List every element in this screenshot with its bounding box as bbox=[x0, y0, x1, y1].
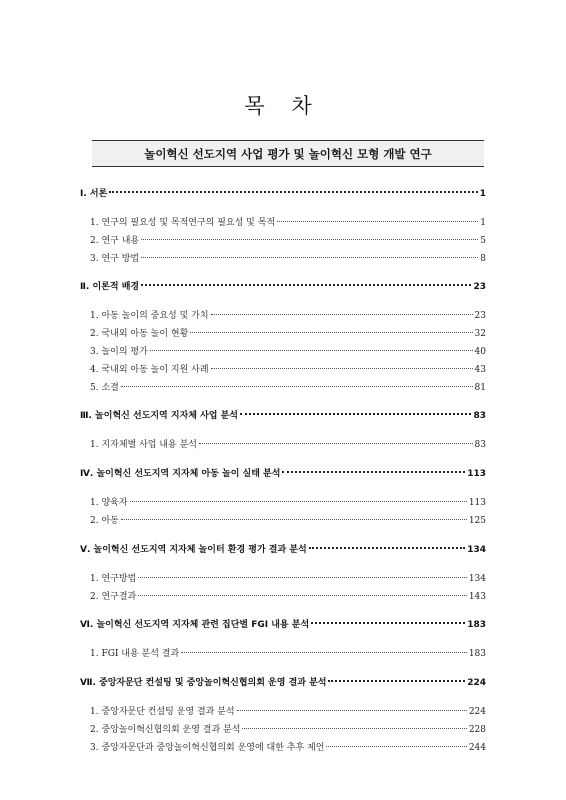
toc-item-page: 83 bbox=[474, 440, 486, 451]
dot-leader bbox=[150, 350, 473, 351]
dot-leader bbox=[242, 728, 466, 729]
toc-item[interactable] bbox=[80, 589, 486, 607]
toc-chapter[interactable] bbox=[80, 408, 486, 424]
toc-item[interactable] bbox=[80, 308, 486, 326]
toc-chapter[interactable] bbox=[80, 186, 486, 202]
toc-chapter-page: 134 bbox=[467, 544, 486, 555]
toc-item-page: 40 bbox=[474, 346, 486, 357]
toc-chapter-title: Ⅳ. 놀이혁신 선도지역 지자체 아동 놀이 실태 분석 bbox=[80, 469, 281, 480]
toc-item[interactable] bbox=[80, 704, 486, 722]
toc-item-page: 1 bbox=[480, 218, 486, 228]
toc-item-page: 244 bbox=[468, 742, 486, 753]
toc-item-page: 8 bbox=[480, 253, 486, 264]
dot-leader bbox=[109, 191, 477, 193]
dot-leader bbox=[121, 519, 467, 520]
dot-leader bbox=[121, 386, 473, 387]
toc-chapter-page: 1 bbox=[479, 189, 486, 199]
toc-item[interactable] bbox=[80, 251, 486, 269]
dot-leader bbox=[190, 332, 472, 333]
toc-chapter-title: Ⅴ. 놀이혁신 선도지역 지자체 놀이터 환경 평가 결과 분석 bbox=[80, 544, 307, 555]
dot-leader bbox=[130, 501, 467, 502]
toc-item-page: 224 bbox=[468, 707, 486, 718]
toc-item-page: 32 bbox=[474, 329, 486, 340]
toc-item[interactable] bbox=[80, 380, 486, 398]
toc-item[interactable] bbox=[80, 571, 486, 589]
toc-chapter[interactable] bbox=[80, 617, 486, 633]
toc-item-page: 43 bbox=[474, 364, 486, 375]
toc-chapter-page: 23 bbox=[473, 282, 486, 293]
dot-leader bbox=[138, 577, 467, 578]
toc-item-title: 3. 중앙자문단과 중앙놀이혁신협의회 운영에 대한 추후 제언 bbox=[90, 742, 325, 753]
toc-chapter-page: 224 bbox=[467, 678, 486, 689]
toc-item-title: 3. 놀이의 평가 bbox=[90, 346, 148, 357]
dot-leader bbox=[328, 680, 465, 682]
report-subtitle-banner bbox=[92, 140, 484, 167]
page-title: 목 차 bbox=[244, 94, 322, 118]
toc-item-title: 1. FGI 내용 분석 결과 bbox=[90, 649, 180, 660]
toc-item[interactable] bbox=[80, 740, 486, 758]
toc-chapter[interactable] bbox=[80, 542, 486, 558]
table-of-contents bbox=[80, 186, 486, 769]
toc-chapter-title: Ⅲ. 놀이혁신 선도지역 지자체 사업 분석 bbox=[80, 411, 239, 422]
toc-item-page: 183 bbox=[468, 649, 486, 660]
toc-item-title: 1. 연구의 필요성 및 목적연구의 필요성 및 목적 bbox=[90, 218, 276, 228]
dot-leader bbox=[211, 314, 473, 315]
dot-leader bbox=[138, 595, 467, 596]
toc-chapter-title: Ⅶ. 중앙자문단 컨설팅 및 중앙놀이혁신협의회 운영 결과 분석 bbox=[80, 678, 327, 689]
toc-item-title: 2. 연구결과 bbox=[90, 591, 137, 602]
toc-item-page: 113 bbox=[468, 498, 486, 509]
toc-item[interactable] bbox=[80, 513, 486, 531]
dot-leader bbox=[141, 284, 471, 286]
toc-item-title: 1. 중앙자문단 컨설팅 운영 결과 분석 bbox=[90, 707, 235, 718]
toc-chapter-title: Ⅱ. 이론적 배경 bbox=[80, 282, 140, 293]
dot-leader bbox=[211, 368, 473, 369]
toc-item-title: 2. 중앙놀이혁신협의회 운영 결과 분석 bbox=[90, 724, 241, 735]
dot-leader bbox=[311, 622, 465, 624]
toc-item[interactable] bbox=[80, 437, 486, 455]
toc-item[interactable] bbox=[80, 326, 486, 344]
toc-chapter-page: 83 bbox=[473, 411, 486, 422]
toc-chapter[interactable] bbox=[80, 279, 486, 295]
toc-chapter-title: Ⅰ. 서론 bbox=[80, 189, 108, 199]
toc-chapter-page: 113 bbox=[467, 469, 486, 480]
dot-leader bbox=[141, 257, 478, 258]
toc-item-title: 5. 소결 bbox=[90, 382, 119, 393]
toc-item-title: 4. 국내외 아동 놀이 지원 사례 bbox=[90, 364, 209, 375]
dot-leader bbox=[240, 413, 471, 415]
dot-leader bbox=[141, 239, 478, 240]
toc-item-page: 228 bbox=[468, 724, 486, 735]
toc-item[interactable] bbox=[80, 233, 486, 251]
toc-item-title: 2. 연구 내용 bbox=[90, 235, 140, 246]
toc-item-page: 23 bbox=[474, 311, 486, 322]
toc-item-title: 1. 양육자 bbox=[90, 498, 128, 509]
toc-chapter[interactable] bbox=[80, 466, 486, 482]
dot-leader bbox=[326, 746, 466, 747]
toc-item-title: 2. 국내외 아동 놀이 현황 bbox=[90, 329, 189, 340]
dot-leader bbox=[181, 652, 467, 653]
toc-item-page: 5 bbox=[480, 235, 486, 246]
toc-item[interactable] bbox=[80, 722, 486, 740]
toc-item-page: 134 bbox=[468, 573, 486, 584]
dot-leader bbox=[282, 471, 465, 473]
toc-item-title: 3. 연구 방법 bbox=[90, 253, 140, 264]
toc-chapter[interactable] bbox=[80, 675, 486, 691]
toc-item-page: 81 bbox=[474, 382, 486, 393]
toc-item[interactable] bbox=[80, 215, 486, 233]
toc-item-title: 1. 지자체별 사업 내용 분석 bbox=[90, 440, 197, 451]
toc-item-title: 1. 연구방법 bbox=[90, 573, 137, 584]
toc-item[interactable] bbox=[80, 495, 486, 513]
dot-leader bbox=[277, 221, 478, 222]
toc-item-page: 125 bbox=[468, 515, 486, 526]
toc-item[interactable] bbox=[80, 344, 486, 362]
toc-item-page: 143 bbox=[468, 591, 486, 602]
report-subtitle: 놀이혁신 선도지역 사업 평가 및 놀이혁신 모형 개발 연구 bbox=[144, 146, 432, 161]
toc-chapter-title: Ⅵ. 놀이혁신 선도지역 지자체 관련 집단별 FGI 내용 분석 bbox=[80, 620, 310, 631]
toc-chapter-page: 183 bbox=[467, 620, 486, 631]
toc-item-title: 2. 아동 bbox=[90, 515, 119, 526]
dot-leader bbox=[199, 443, 473, 444]
dot-leader bbox=[309, 547, 465, 549]
toc-item[interactable] bbox=[80, 362, 486, 380]
dot-leader bbox=[237, 710, 467, 711]
toc-item-title: 1. 아동 놀이의 중요성 및 가치 bbox=[90, 311, 209, 322]
toc-item[interactable] bbox=[80, 646, 486, 664]
